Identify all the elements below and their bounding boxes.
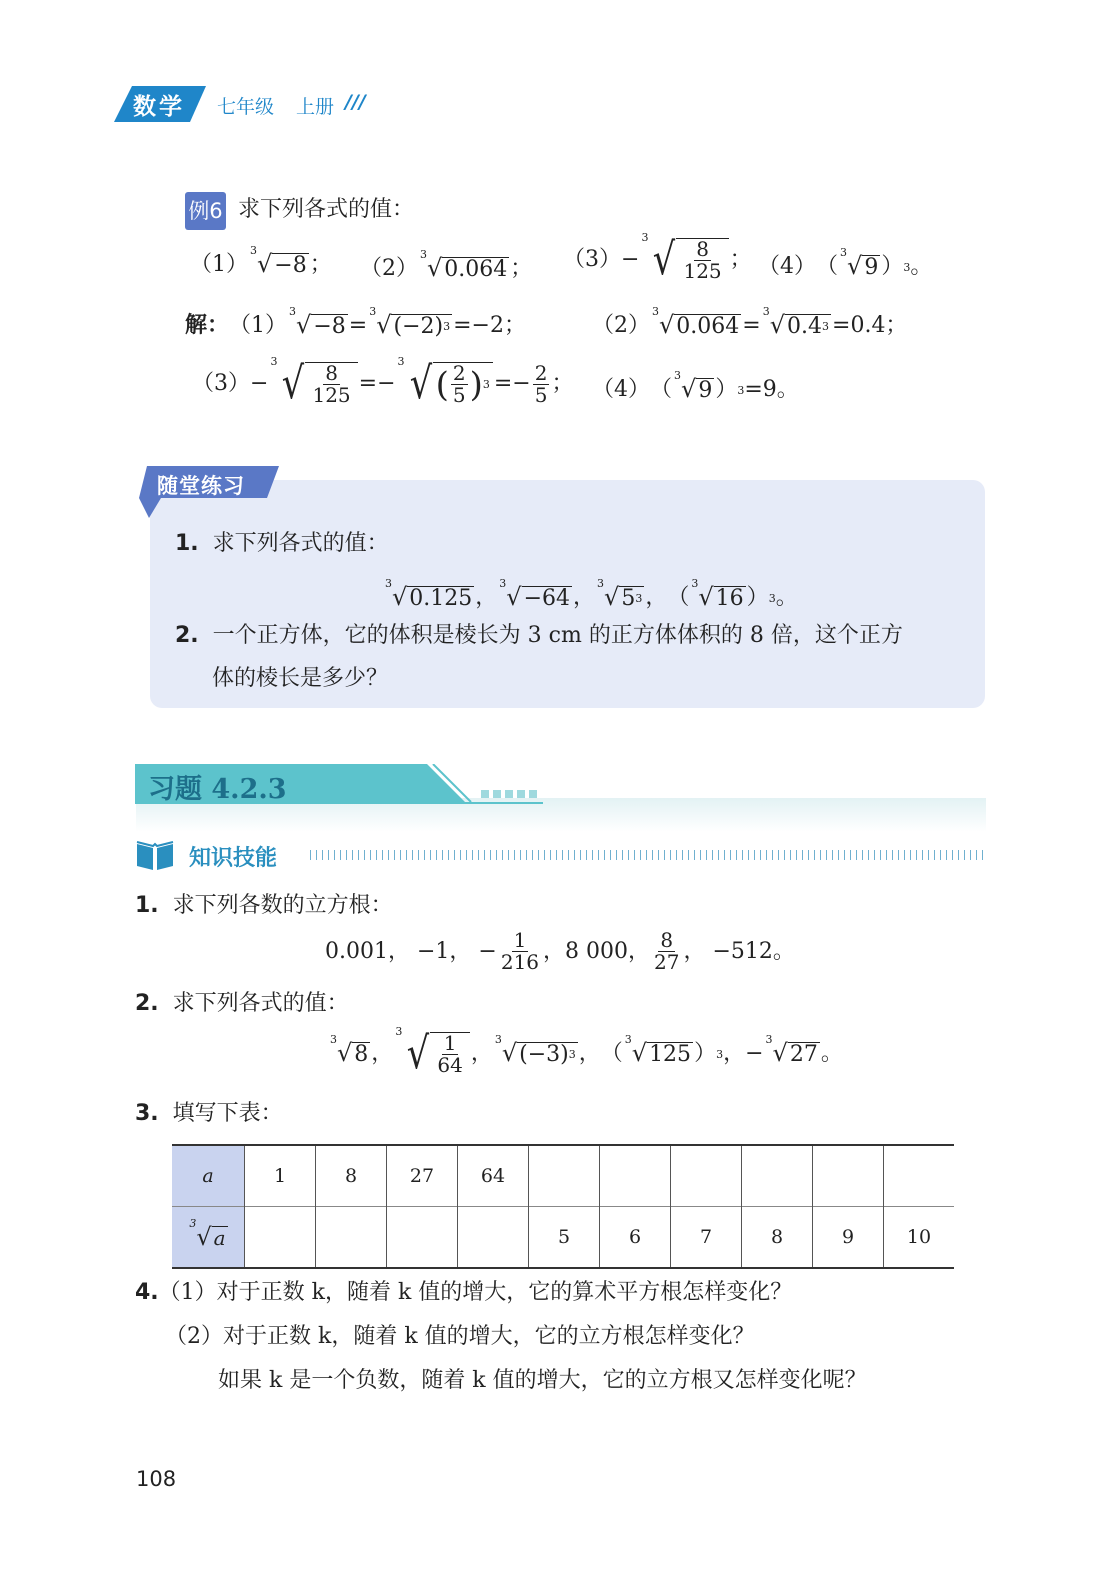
table-cell[interactable] xyxy=(387,1207,458,1269)
exercise-title: 习题 4.2.3 xyxy=(148,774,287,805)
exercise-q3: 3. 填写下表： xyxy=(135,1101,283,1126)
header-grade: 七年级 xyxy=(217,96,275,118)
table-cell[interactable]: 7 xyxy=(671,1207,742,1269)
exercise-q2: 2. 求下列各式的值： xyxy=(135,991,349,1016)
section-title: 知识技能 xyxy=(189,846,278,871)
example-prompt: 求下列各式的值： xyxy=(238,197,415,222)
example-badge: 例6 xyxy=(185,192,226,230)
table-cell[interactable] xyxy=(813,1145,884,1207)
header-deco: /// xyxy=(345,91,366,113)
fill-table xyxy=(172,1144,954,1269)
example-q2: （2） 3 √ 0.064 ； xyxy=(360,248,533,282)
example-q4: （4） （ 3 √ 9 ） 3 。 xyxy=(758,246,933,280)
exercise-q1-values: 0.001， −1， − $\frac{1}{216}$ ，8 000， $\frac{8}{27}$ ， −512。 xyxy=(325,928,795,974)
solution-part3: （3） − 3 √ $\frac{8}{125}$ =− 3 √ ( $\frac{2}{5}$ ) 3 =− $\frac{2}{5}$ ； xyxy=(192,355,574,409)
table-cell[interactable]: 64 xyxy=(458,1145,529,1207)
page-number: 108 xyxy=(136,1467,177,1491)
table-head-a: a xyxy=(172,1145,245,1207)
section-divider xyxy=(310,850,985,860)
table-cell[interactable] xyxy=(742,1145,813,1207)
table-head-cbrt-a: 3 √ a xyxy=(172,1207,245,1269)
table-cell[interactable]: 1 xyxy=(245,1145,316,1207)
solution-part2: （2） 3 √ 0.064 = 3 √ 0.4 3 =0.4； xyxy=(592,305,908,339)
header-volume: 上册 xyxy=(296,96,335,118)
table-cell[interactable] xyxy=(458,1207,529,1269)
practice-item1-expr: 3 √ 0.125 ， 3 √ −64 ， 3 √ 5 3 ， （ 3 √ 16 ） 3 。 xyxy=(385,577,798,611)
table-cell[interactable]: 27 xyxy=(387,1145,458,1207)
table-cell[interactable] xyxy=(529,1145,600,1207)
solution-part4: （4） （ 3 √ 9 ） 3 =9。 xyxy=(592,369,799,403)
table-cell[interactable] xyxy=(600,1145,671,1207)
solution-part1: 解： （1） 3 √ −8 = 3 √ (−2) 3 =−2； xyxy=(185,305,526,339)
table-cell[interactable] xyxy=(671,1145,742,1207)
table-row xyxy=(172,1145,954,1207)
practice-item2-cont: 体的棱长是多少？ xyxy=(212,666,389,691)
table-cell[interactable]: 10 xyxy=(884,1207,955,1269)
table-cell[interactable] xyxy=(245,1207,316,1269)
exercise-q2-expr: 3 √ 8 ， 3 √ $\frac{1}{64}$ ， 3 √ (−3) 3 ， （ 3 √ 125 ） 3 ， − 3 √ 27 。 xyxy=(330,1025,843,1079)
exercise-q4-part2: （2）对于正数 k，随着 k 值的增大，它的立方根怎样变化？ xyxy=(165,1324,755,1349)
exercise-q4-part3: 如果 k 是一个负数，随着 k 值的增大，它的立方根又怎样变化呢？ xyxy=(218,1368,867,1393)
table-cell[interactable]: 8 xyxy=(316,1145,387,1207)
exercise-q1: 1. 求下列各数的立方根： xyxy=(135,893,393,918)
table-cell[interactable]: 6 xyxy=(600,1207,671,1269)
table-cell[interactable]: 9 xyxy=(813,1207,884,1269)
table-row xyxy=(172,1207,954,1269)
practice-title: 随堂练习 xyxy=(157,474,245,498)
book-icon xyxy=(135,838,175,872)
table-cell[interactable] xyxy=(316,1207,387,1269)
practice-item2: 2. 一个正方体，它的体积是棱长为 3 cm 的正方体体积的 8 倍，这个正方 xyxy=(175,623,903,648)
table-cell[interactable]: 5 xyxy=(529,1207,600,1269)
practice-item1: 1. 求下列各式的值： xyxy=(175,531,389,556)
exercise-q4: 4.（1）对于正数 k，随着 k 值的增大，它的算术平方根怎样变化？ xyxy=(135,1280,793,1305)
table-cell[interactable]: 8 xyxy=(742,1207,813,1269)
table-cell[interactable] xyxy=(884,1145,955,1207)
header-subject: 数学 xyxy=(133,94,185,120)
example-q1: （1） 3 √ −8 ； xyxy=(190,244,332,278)
example-q3: （3） − 3 √ $\frac{8}{125}$ ； xyxy=(563,231,752,285)
